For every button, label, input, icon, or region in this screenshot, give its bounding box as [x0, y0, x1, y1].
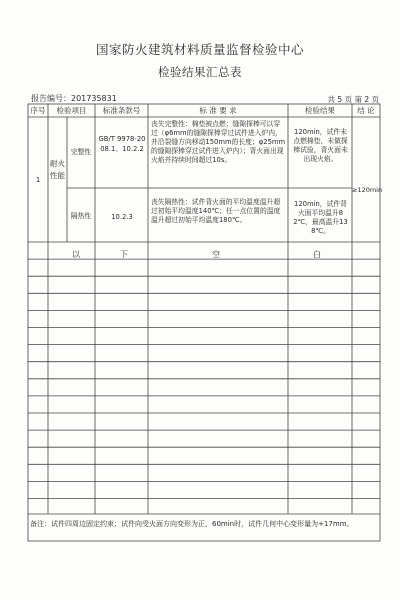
- blank-word-3: 空: [212, 250, 220, 259]
- result-integrity: 120min，试件未点燃棉垫，未做探棒试验，背火面未出现火焰。: [293, 128, 348, 163]
- blank-word-4: 白: [313, 250, 321, 259]
- col-header-conclusion: 结 论: [357, 106, 375, 115]
- conclusion-value: ≥120min: [352, 186, 383, 194]
- table-title: 检验结果汇总表: [158, 65, 242, 79]
- test-group: 耐火性能: [50, 159, 65, 180]
- col-header-item: 检验项目: [56, 106, 87, 115]
- result-insulation: 120min，试件背火面平均温升82℃，最高温升138℃。: [293, 200, 348, 235]
- col-header-result: 检验结果: [305, 106, 335, 115]
- requirement-insulation: 丧失隔热性：试件背火面的平均温度温升超过初始平均温度140℃；任一点位置的温度温升超过初始平均温度180℃。: [151, 198, 281, 224]
- page-info: 共 5 页 第 2 页: [327, 95, 379, 104]
- col-header-requirement: 标 准 要 求: [199, 106, 237, 115]
- requirement-integrity: 丧失完整性：棉垫被点燃；缝隙探棒可以穿过（φ6mm的缝隙探棒穿过试件进入炉内，并沿裂缝方向移动150mm的长度；φ25mm的缝隙探棒穿过试件进入炉内）；背火面出现火焰并持续时间超过10s。: [151, 120, 286, 164]
- seq-number: 1: [35, 176, 41, 184]
- remarks: 备注：试件四周边固定约束；试件向受火面方向变形为正，60min时，试件几何中心变形量为+17mm。: [30, 520, 354, 528]
- blank-word-2: 下: [120, 250, 128, 259]
- col-header-seq: 序号: [30, 106, 46, 115]
- clause-insulation: 10.2.3: [111, 213, 133, 221]
- report-number: 报告编号：201735831: [31, 94, 117, 103]
- item-insulation: 隔热性: [70, 212, 92, 220]
- clause-integrity: GB/T 9978-2008.1、10.2.2: [98, 135, 146, 153]
- institution-title: 国家防火建筑材料质量监督检验中心: [95, 42, 304, 57]
- col-header-clause: 标准条款号: [102, 106, 141, 115]
- item-integrity: 完整性: [70, 148, 92, 156]
- blank-word-1: 以: [72, 250, 80, 259]
